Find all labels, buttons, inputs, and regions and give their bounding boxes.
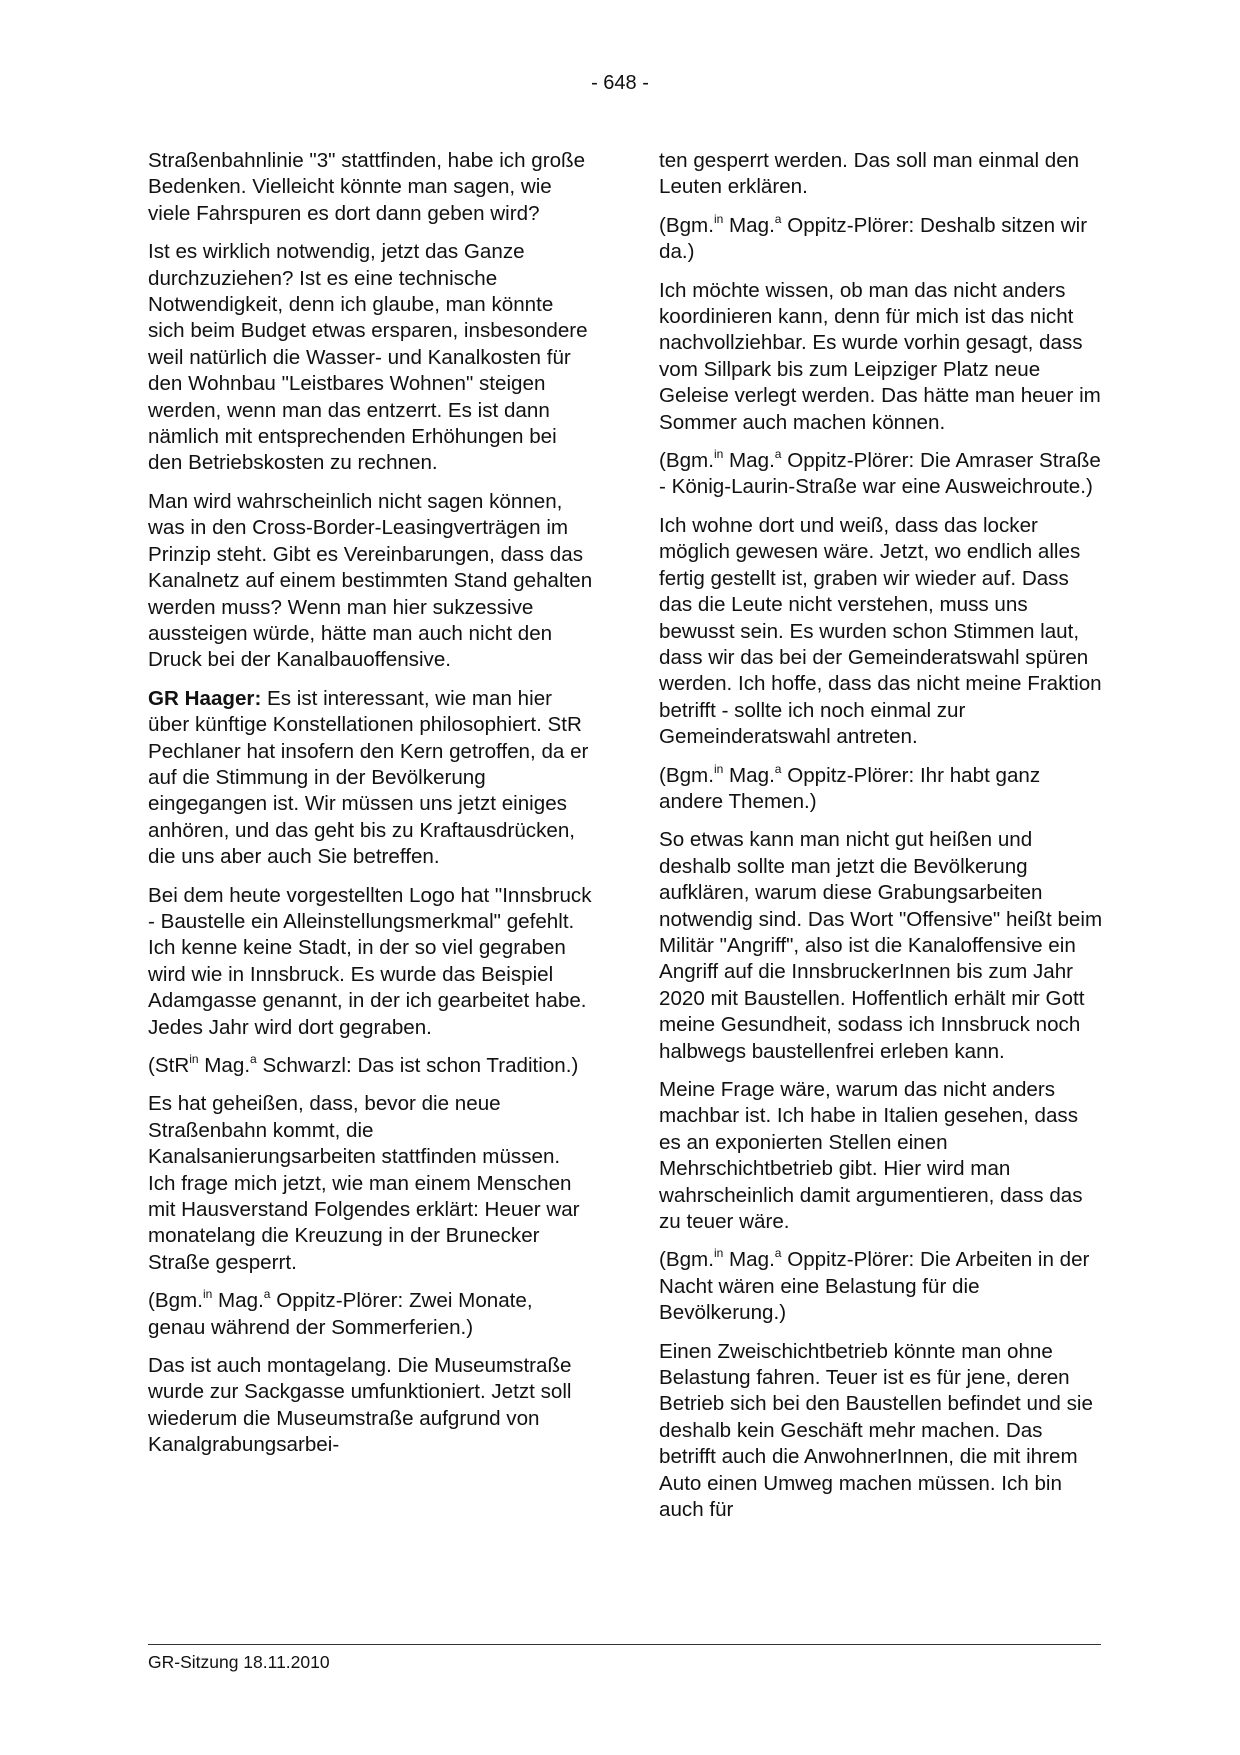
superscript: a <box>774 1246 782 1261</box>
paragraph: Einen Zweischichtbetrieb könnte man ohne Belastung fahren. Teuer ist es für jene, deren Betrieb sich bei den Baustellen befindet und sie deshalb kein Geschäft mehr machen. Das betrifft auch die AnwohnerInnen, die mit ihrem Auto einen Umweg machen müssen. Ich bin auch für <box>659 1339 1093 1522</box>
interjection-part: (Bgm. <box>659 1248 714 1272</box>
superscript: a <box>774 211 782 226</box>
left-column <box>148 148 593 1471</box>
interjection-part: (Bgm. <box>659 449 714 473</box>
paragraph: Ich möchte wissen, ob man das nicht anders koordinieren kann, denn für mich ist das nicht nachvollziehbar. Es wurde vorhin gesagt, dass vom Sillpark bis zum Leipziger Platz neue Geleise verlegt werden. Das hätte man heuer im Sommer auch machen können. <box>659 278 1101 434</box>
speech-paragraph <box>148 686 593 871</box>
interjection-part: Mag. <box>723 763 775 787</box>
footer-text: GR-Sitzung 18.11.2010 <box>148 1652 330 1672</box>
superscript: a <box>774 447 782 462</box>
right-column <box>659 148 1104 1536</box>
paragraph: Ich wohne dort und weiß, dass das locker möglich gewesen wäre. Jetzt, wo endlich alles fertig gestellt ist, graben wir wieder auf. Dass das die Leute nicht verstehen, muss uns bewusst sein. Es wurden schon Stimmen laut, dass wir das bei der Gemeinderatswahl spüren werden. Ich hoffe, dass das nicht meine Fraktion betrifft - sollte ich noch einmal zur Gemeinderatswahl antreten. <box>659 513 1102 749</box>
superscript: a <box>263 1287 271 1302</box>
interjection-part: Schwarzl: Das ist schon Tradition.) <box>256 1054 579 1077</box>
interjection-part: (Bgm. <box>659 213 714 237</box>
interjection-part: Mag. <box>212 1289 264 1313</box>
interjection-part: Mag. <box>198 1054 251 1077</box>
paragraph: So etwas kann man nicht gut heißen und deshalb sollte man jetzt die Bevölkerung aufklären, warum diese Grabungsarbeiten notwendig sind. Das Wort "Offensive" heißt beim Militär "Angriff", also ist die Kanaloffensive ein Angriff auf die InnsbruckerInnen bis zum Jahr 2020 mit Baustellen. Hoffentlich erhält mir Gott meine Gesundheit, sodass ich Innsbruck noch halbwegs baustellenfrei erleben kann. <box>659 828 1103 1063</box>
interjection-part: Oppitz-Plörer: Die Arbeiten in der Nacht wären eine Belastung für die Bevölkerung.) <box>659 1248 1090 1325</box>
interjection-part: (Bgm. <box>659 763 714 787</box>
paragraph: Bei dem heute vorgestellten Logo hat "Innsbruck - Baustelle ein Alleinstellungsmerkmal" gefehlt. Ich kenne keine Stadt, in der so viel gegraben wird wie in Innsbruck. Es wurde das Beispiel Adamgasse genannt, in der ich gearbeitet habe. Jedes Jahr wird dort gegraben. <box>148 883 592 1039</box>
paragraph: Es hat geheißen, dass, bevor die neue Straßenbahn kommt, die Kanalsanierungsarbeiten stattfinden müssen. Ich frage mich jetzt, wie man einem Menschen mit Hausverstand Folgendes erklärt: Heuer war monatelang die Kreuzung in der Brunecker Straße gesperrt. <box>148 1092 580 1274</box>
interjection-part: (StR <box>148 1054 190 1077</box>
speech-text: Es ist interessant, wie man hier über künftige Konstellationen philosophiert. StR Pechlaner hat insofern den Kern getroffen, da er auf die Stimmung in der Bevölkerung eingegangen ist. Wir müssen uns jetzt einiges anhören, und das geht bis zu Kraftausdrücken, die uns aber auch Sie betreffen. <box>148 686 589 869</box>
paragraph: Das ist auch montagelang. Die Museumstraße wurde zur Sackgasse umfunktioniert. Jetzt soll wiederum die Museumstraße aufgrund von Kanalgrabungsarbei- <box>148 1354 572 1457</box>
interjection <box>659 448 1104 501</box>
interjection <box>148 1053 593 1079</box>
superscript: in <box>202 1287 213 1302</box>
superscript: in <box>713 211 724 226</box>
interjection-part: Oppitz-Plörer: Die Amraser Straße - König-Laurin-Straße war eine Ausweichroute.) <box>659 449 1101 499</box>
paragraph: Ist es wirklich notwendig, jetzt das Ganze durchzuziehen? Ist es eine technische Notwendigkeit, denn ich glaube, man könnte sich beim Budget etwas ersparen, insbesondere weil natürlich die Wasser- und Kanalkosten für den Wohnbau "Leistbares Wohnen" steigen werden, wenn man das entzerrt. Es ist dann nämlich mit entsprechenden Erhöhungen bei den Betriebskosten zu rechnen. <box>148 240 588 475</box>
superscript: in <box>189 1052 199 1066</box>
superscript: in <box>713 1246 724 1261</box>
interjection-part: Oppitz-Plörer: Ihr habt ganz andere Themen.) <box>659 763 1041 813</box>
page-number: - 648 - <box>591 72 649 94</box>
superscript: in <box>713 447 724 462</box>
paragraph: ten gesperrt werden. Das soll man einmal den Leuten erklären. <box>659 149 1080 199</box>
interjection-part: (Bgm. <box>148 1289 203 1313</box>
interjection-part: Mag. <box>723 1248 775 1272</box>
paragraph: Straßenbahnlinie "3" stattfinden, habe ich große Bedenken. Vielleicht könnte man sagen, wie viele Fahrspuren es dort dann geben wird? <box>148 149 586 225</box>
footer-divider <box>148 1644 1101 1645</box>
interjection <box>659 213 1104 266</box>
superscript: a <box>250 1052 257 1066</box>
interjection-part: Oppitz-Plörer: Deshalb sitzen wir da.) <box>659 213 1088 264</box>
interjection-part: Mag. <box>723 449 775 473</box>
speaker-name: GR Haager: <box>148 686 262 710</box>
paragraph: Meine Frage wäre, warum das nicht anders machbar ist. Ich habe in Italien gesehen, dass es an exponierten Stellen einen Mehrschichtbetrieb gibt. Hier wird man wahrscheinlich damit argumentieren, dass das zu teuer wäre. <box>659 1078 1083 1234</box>
superscript: in <box>713 761 724 776</box>
superscript: a <box>774 761 782 776</box>
interjection <box>148 1288 593 1341</box>
paragraph: Man wird wahrscheinlich nicht sagen können, was in den Cross-Border-Leasingverträgen im Prinzip steht. Gibt es Vereinbarungen, dass das Kanalnetz auf einem bestimmten Stand gehalten werden muss? Wenn man hier sukzessive aussteigen würde, hätte man auch nicht den Druck bei der Kanalbauoffensive. <box>148 489 593 672</box>
interjection-part: Mag. <box>723 213 775 237</box>
interjection-part: Oppitz-Plörer: Zwei Monate, genau während der Sommerferien.) <box>148 1289 533 1339</box>
interjection <box>659 1247 1104 1326</box>
interjection <box>659 763 1104 816</box>
